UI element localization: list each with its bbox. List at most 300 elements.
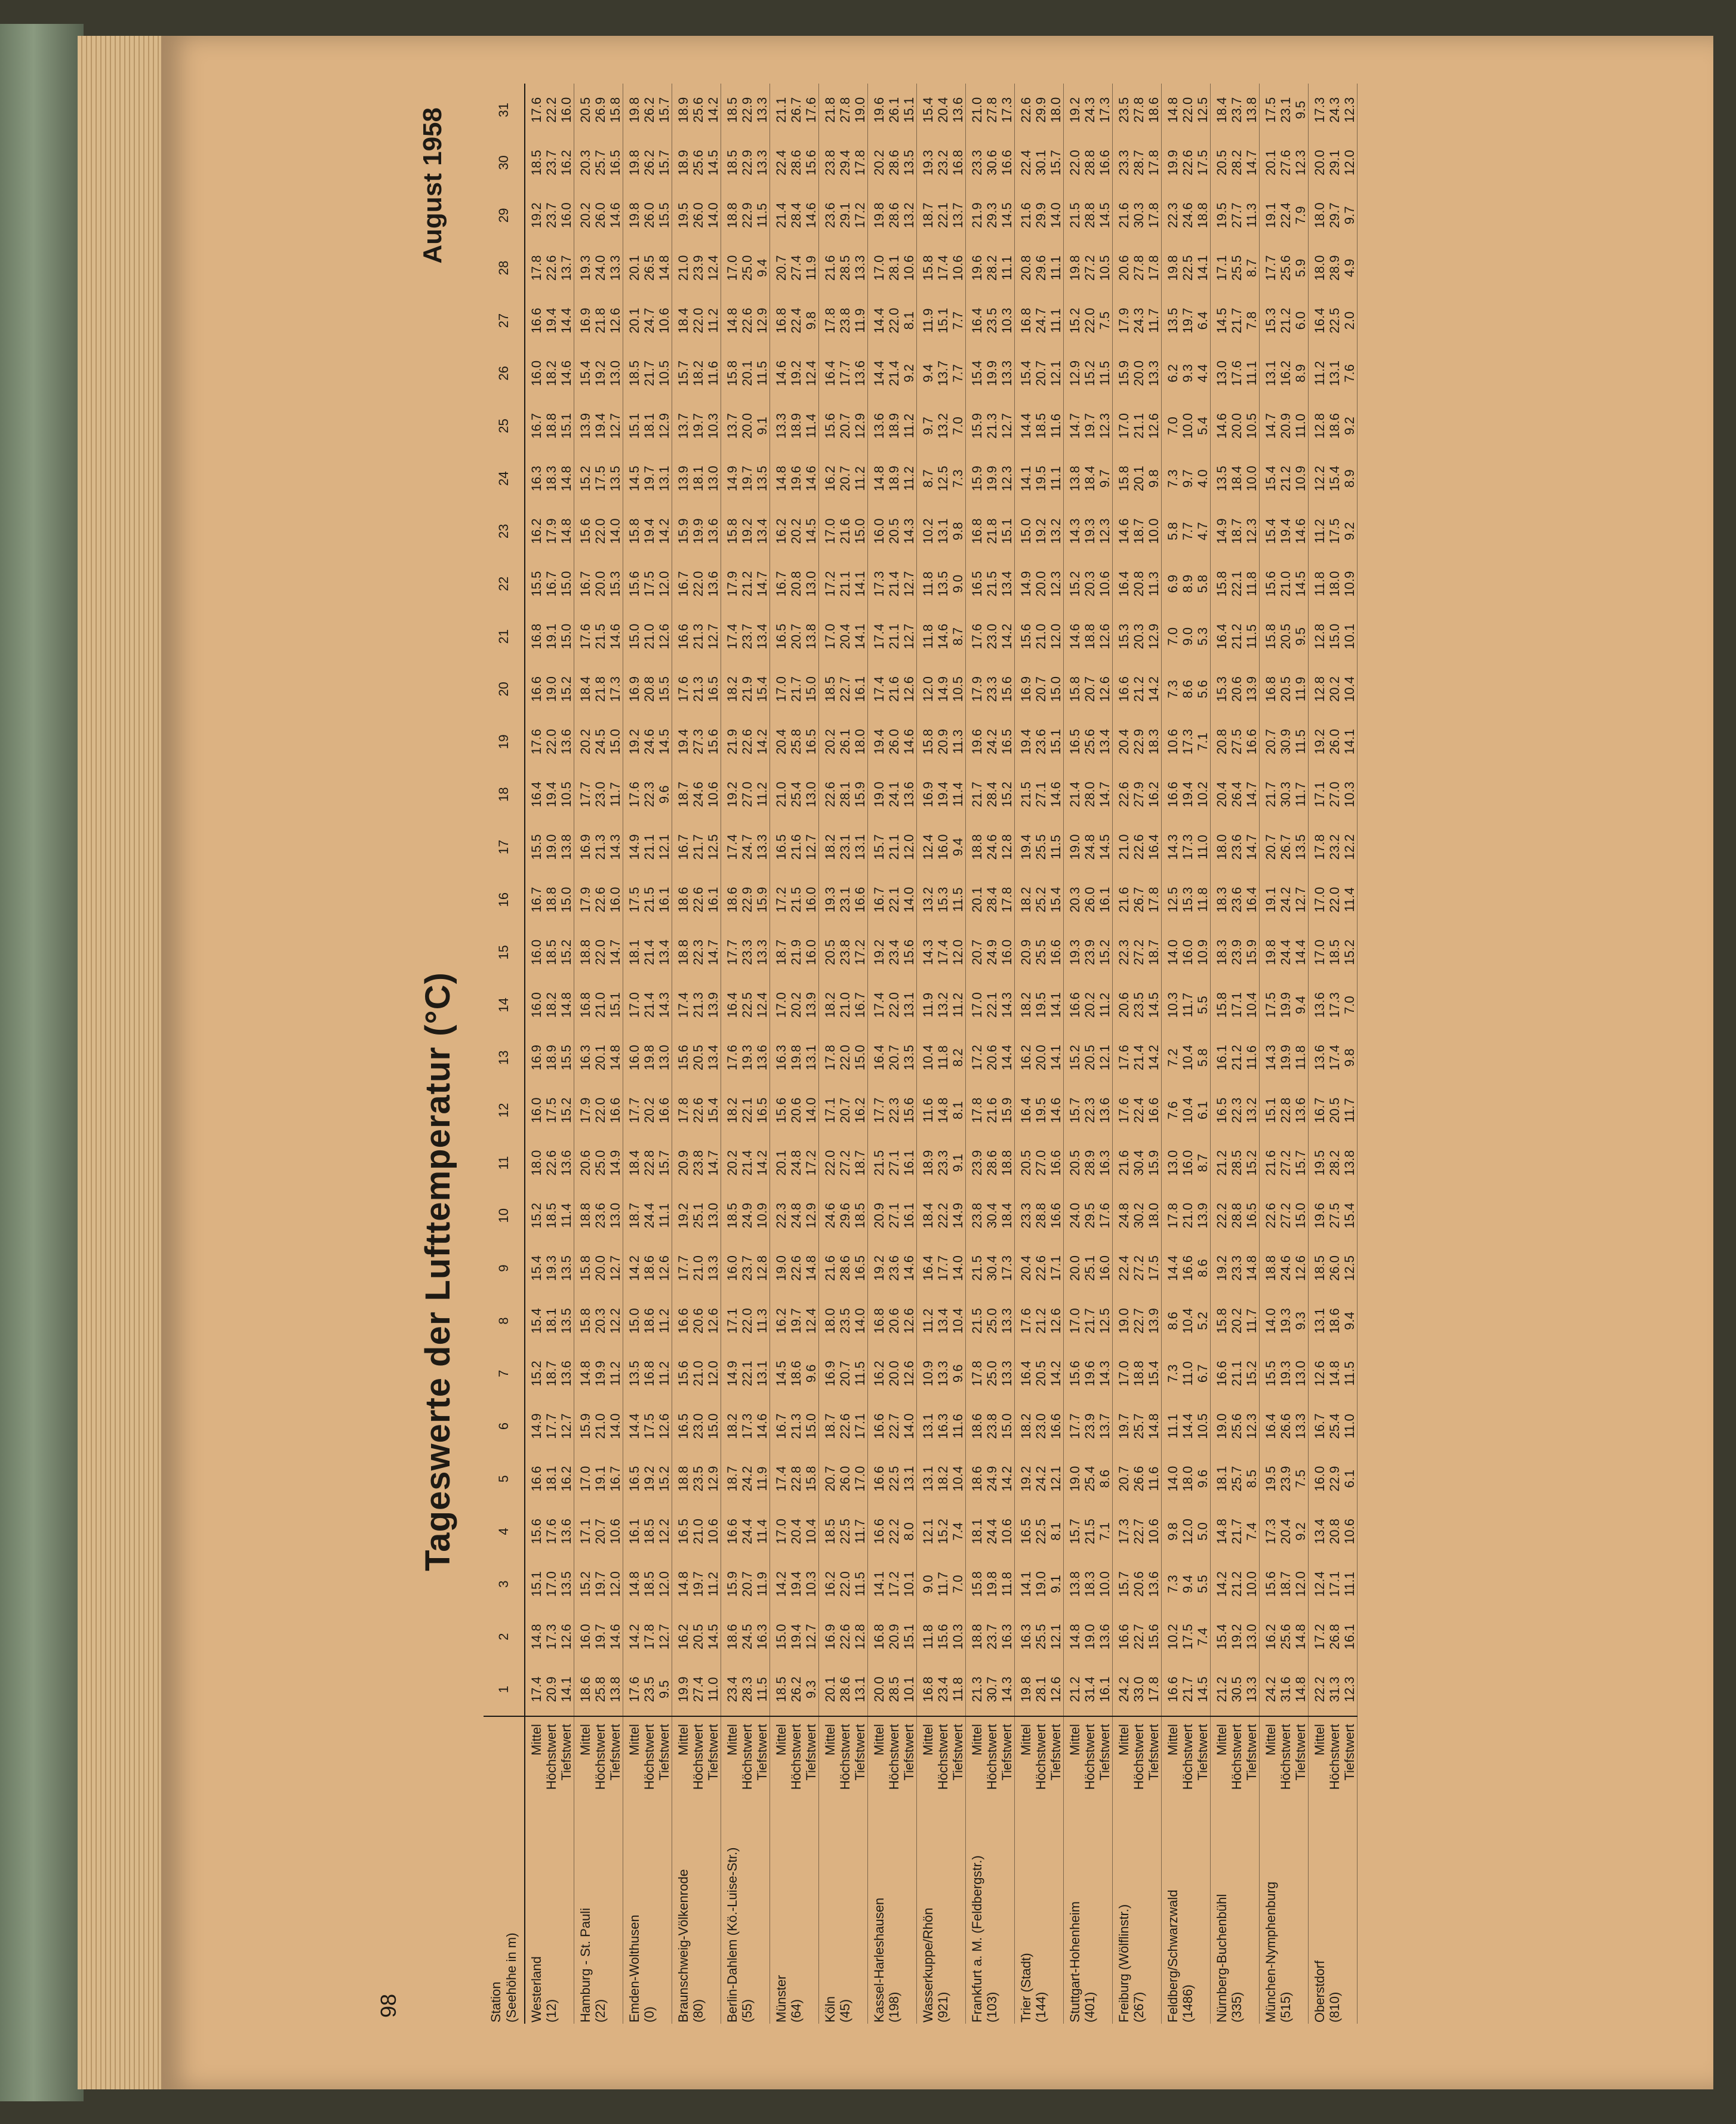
temperature-cell: 14.5 bbox=[657, 715, 672, 768]
temperature-cell: 20.0 bbox=[1067, 1255, 1082, 1281]
temperature-cell: 26.2 bbox=[642, 150, 657, 176]
temperature-cell: 20.3 bbox=[1082, 571, 1097, 597]
temperature-cell: 20.7 bbox=[838, 413, 852, 439]
temperature-cell: 19.4 bbox=[935, 781, 950, 808]
temperature-cell: 11.2 bbox=[657, 1347, 672, 1400]
temperature-cell: 19.0 bbox=[1033, 1571, 1048, 1597]
temperature-cell: 19.8 bbox=[1018, 1676, 1033, 1703]
temperature-cell: 16.2 bbox=[676, 1624, 691, 1650]
temperature-cell: 21.9 bbox=[725, 729, 740, 755]
temperature-cell: 9.3 bbox=[1180, 364, 1195, 383]
value-type-label: Höchstwert bbox=[1033, 1716, 1048, 1797]
temperature-cell: 19.4 bbox=[544, 307, 559, 334]
temperature-cell: 12.6 bbox=[657, 610, 672, 663]
temperature-cell: 19.0 bbox=[1082, 1624, 1097, 1650]
rotated-page-content bbox=[376, 84, 1588, 2030]
temperature-cell: 13.6 bbox=[706, 558, 721, 610]
temperature-cell: 17.3 bbox=[544, 1624, 559, 1650]
temperature-cell: 7.5 bbox=[1097, 294, 1113, 347]
temperature-cell: 19.7 bbox=[593, 1624, 608, 1650]
temperature-cell: 12.3 bbox=[999, 452, 1015, 505]
temperature-cell: 11.4 bbox=[804, 399, 819, 452]
temperature-cell: 15.7 bbox=[657, 1137, 672, 1189]
temperature-cell: 15.6 bbox=[627, 571, 642, 597]
temperature-cell: 13.1 bbox=[921, 1413, 935, 1439]
temperature-cell: 17.5 bbox=[1195, 136, 1211, 189]
temperature-cell: 28.6 bbox=[838, 1676, 852, 1703]
temperature-cell: 12.1 bbox=[1048, 347, 1064, 399]
temperature-cell: 9.0 bbox=[1180, 627, 1195, 646]
temperature-cell: 14.0 bbox=[950, 1242, 966, 1294]
temperature-cell: 11.3 bbox=[755, 1295, 770, 1347]
temperature-cell: 20.5 bbox=[691, 1045, 706, 1071]
temperature-cell: 12.6 bbox=[1048, 1663, 1064, 1716]
temperature-cell: 7.1 bbox=[1195, 715, 1211, 768]
day-header: 29 bbox=[484, 189, 525, 242]
temperature-cell: 18.9 bbox=[789, 413, 804, 439]
station-name: Trier (Stadt) bbox=[1018, 1953, 1033, 2023]
temperature-cell: 14.1 bbox=[852, 610, 868, 663]
temperature-cell: 24.2 bbox=[984, 729, 999, 755]
temperature-cell: 30.1 bbox=[1033, 150, 1048, 176]
temperature-cell: 17.4 bbox=[1327, 1045, 1342, 1071]
day-header: 19 bbox=[484, 715, 525, 768]
temperature-cell: 19.3 bbox=[1278, 1360, 1293, 1387]
temperature-cell: 21.1 bbox=[1229, 1360, 1244, 1387]
value-type-label: Höchstwert bbox=[1131, 1716, 1146, 1797]
table-row bbox=[887, 84, 901, 2024]
day-header: 25 bbox=[484, 399, 525, 452]
temperature-cell: 12.3 bbox=[1342, 1663, 1358, 1716]
temperature-cell: 8.1 bbox=[950, 1084, 966, 1137]
station-name: Westerland bbox=[529, 1956, 544, 2023]
temperature-cell: 15.8 bbox=[725, 518, 740, 544]
temperature-cell: 14.7 bbox=[1244, 136, 1260, 189]
temperature-cell: 25.4 bbox=[789, 781, 804, 808]
temperature-cell: 20.4 bbox=[838, 623, 852, 649]
temperature-cell: 18.4 bbox=[1082, 466, 1097, 492]
temperature-cell: 16.4 bbox=[969, 307, 984, 334]
temperature-cell: 17.2 bbox=[852, 926, 868, 978]
temperature-cell: 11.6 bbox=[950, 1400, 966, 1452]
temperature-cell: 21.0 bbox=[1278, 571, 1293, 597]
temperature-cell: 10.6 bbox=[706, 768, 721, 821]
temperature-cell: 17.6 bbox=[969, 623, 984, 649]
temperature-cell: 20.7 bbox=[1263, 834, 1278, 860]
temperature-cell: 11.2 bbox=[706, 294, 721, 347]
temperature-cell: 16.2 bbox=[823, 466, 838, 492]
temperature-cell: 20.5 bbox=[1067, 1150, 1082, 1176]
station-name: Emden-Wolthusen bbox=[627, 1914, 642, 2023]
table-row bbox=[1146, 84, 1162, 2024]
temperature-cell: 16.0 bbox=[999, 926, 1015, 978]
temperature-cell: 22.2 bbox=[1312, 1676, 1327, 1703]
temperature-cell: 17.4 bbox=[725, 834, 740, 860]
temperature-cell: 13.3 bbox=[852, 242, 868, 294]
temperature-cell: 11.8 bbox=[1195, 873, 1211, 926]
temperature-cell: 13.3 bbox=[755, 84, 770, 136]
temperature-cell: 18.3 bbox=[1214, 886, 1229, 913]
temperature-cell: 16.0 bbox=[1312, 1466, 1327, 1492]
temperature-cell: 22.3 bbox=[1165, 202, 1180, 229]
temperature-cell: 8.9 bbox=[1180, 574, 1195, 593]
temperature-cell: 12.3 bbox=[1048, 558, 1064, 610]
temperature-cell: 18.1 bbox=[642, 413, 657, 439]
temperature-cell: 19.2 bbox=[642, 1466, 657, 1492]
temperature-cell: 18.5 bbox=[725, 150, 740, 176]
temperature-cell: 21.2 bbox=[1067, 1676, 1082, 1703]
temperature-cell: 18.9 bbox=[544, 1045, 559, 1071]
temperature-cell: 14.3 bbox=[999, 978, 1015, 1031]
temperature-cell: 14.3 bbox=[1067, 518, 1082, 544]
temperature-cell: 20.8 bbox=[642, 676, 657, 702]
temperature-cell: 19.9 bbox=[984, 360, 999, 386]
temperature-cell: 14.2 bbox=[999, 610, 1015, 663]
table-row bbox=[852, 84, 868, 2024]
temperature-cell: 20.7 bbox=[823, 1466, 838, 1492]
temperature-cell: 21.5 bbox=[969, 1255, 984, 1281]
temperature-cell: 15.6 bbox=[935, 1624, 950, 1650]
temperature-cell: 10.9 bbox=[921, 1360, 935, 1387]
temperature-cell: 11.5 bbox=[950, 873, 966, 926]
temperature-cell: 24.3 bbox=[1131, 307, 1146, 334]
temperature-cell: 13.1 bbox=[1263, 360, 1278, 386]
temperature-cell: 16.1 bbox=[627, 1518, 642, 1544]
value-type-label: Höchstwert bbox=[642, 1716, 657, 1797]
temperature-cell: 12.7 bbox=[608, 1242, 623, 1294]
temperature-cell: 17.4 bbox=[725, 623, 740, 649]
table-row bbox=[966, 84, 985, 2024]
temperature-cell: 16.3 bbox=[999, 1611, 1015, 1663]
temperature-cell: 13.3 bbox=[755, 821, 770, 873]
temperature-cell: 12.3 bbox=[1244, 505, 1260, 558]
temperature-cell: 19.9 bbox=[1278, 992, 1293, 1018]
temperature-cell: 18.2 bbox=[691, 360, 706, 386]
temperature-cell: 22.0 bbox=[887, 307, 901, 334]
temperature-cell: 17.3 bbox=[1312, 97, 1327, 123]
temperature-cell: 14.0 bbox=[608, 505, 623, 558]
temperature-cell: 20.9 bbox=[935, 729, 950, 755]
temperature-cell: 28.6 bbox=[984, 1150, 999, 1176]
temperature-cell: 14.4 bbox=[1018, 413, 1033, 439]
temperature-cell: 27.5 bbox=[1327, 1202, 1342, 1229]
temperature-cell: 28.6 bbox=[789, 150, 804, 176]
temperature-cell: 18.9 bbox=[887, 466, 901, 492]
value-type-label: Tiefstwert bbox=[1195, 1716, 1211, 1797]
temperature-cell: 10.6 bbox=[999, 1505, 1015, 1557]
temperature-cell: 9.7 bbox=[1342, 189, 1358, 242]
station-spacer bbox=[852, 1797, 868, 2024]
temperature-cell: 20.9 bbox=[1018, 939, 1033, 965]
temperature-cell: 21.6 bbox=[789, 834, 804, 860]
temperature-cell: 15.7 bbox=[872, 834, 887, 860]
temperature-cell: 19.2 bbox=[725, 781, 740, 808]
temperature-cell: 14.8 bbox=[1293, 1611, 1309, 1663]
temperature-cell: 20.5 bbox=[1082, 1045, 1097, 1071]
table-row bbox=[623, 84, 642, 2024]
station-block bbox=[1309, 84, 1358, 2024]
temperature-cell: 9.2 bbox=[1293, 1505, 1309, 1557]
temperature-cell: 19.6 bbox=[872, 97, 887, 123]
temperature-cell: 14.2 bbox=[657, 505, 672, 558]
temperature-cell: 17.8 bbox=[1165, 1202, 1180, 1229]
temperature-cell: 17.5 bbox=[1263, 97, 1278, 123]
temperature-cell: 18.8 bbox=[1131, 1360, 1146, 1387]
temperature-cell: 16.4 bbox=[1116, 571, 1131, 597]
temperature-cell: 19.7 bbox=[740, 466, 755, 492]
temperature-cell: 14.6 bbox=[1048, 1084, 1064, 1137]
temperature-cell: 19.8 bbox=[984, 1571, 999, 1597]
temperature-cell: 15.5 bbox=[1263, 1360, 1278, 1387]
temperature-cell: 23.7 bbox=[544, 150, 559, 176]
table-row bbox=[672, 84, 691, 2024]
temperature-cell: 17.4 bbox=[774, 1466, 789, 1492]
temperature-cell: 17.8 bbox=[969, 1360, 984, 1387]
temperature-cell: 11.7 bbox=[1146, 294, 1162, 347]
temperature-cell: 17.0 bbox=[1067, 1308, 1082, 1334]
station-spacer bbox=[901, 1797, 917, 2024]
temperature-cell: 16.0 bbox=[804, 926, 819, 978]
temperature-cell: 24.0 bbox=[593, 255, 608, 281]
table-row bbox=[559, 84, 574, 2024]
page-number: 98 bbox=[376, 1993, 401, 2018]
temperature-cell: 12.0 bbox=[608, 1557, 623, 1610]
temperature-cell: 13.6 bbox=[901, 768, 917, 821]
temperature-cell: 14.7 bbox=[1263, 413, 1278, 439]
temperature-cell: 11.7 bbox=[1342, 1084, 1358, 1137]
temperature-cell: 13.6 bbox=[559, 1137, 574, 1189]
temperature-cell: 17.1 bbox=[1312, 781, 1327, 808]
temperature-cell: 12.4 bbox=[755, 978, 770, 1031]
temperature-cell: 13.2 bbox=[1048, 505, 1064, 558]
temperature-cell: 20.3 bbox=[578, 150, 593, 176]
temperature-cell: 11.9 bbox=[921, 992, 935, 1018]
temperature-cell: 17.7 bbox=[676, 1255, 691, 1281]
temperature-cell: 20.1 bbox=[1263, 150, 1278, 176]
station-name: Berlin-Dahlem (Kö.-Luise-Str.) bbox=[725, 1847, 740, 2023]
temperature-cell: 7.4 bbox=[1195, 1611, 1211, 1663]
temperature-cell: 17.8 bbox=[823, 1045, 838, 1071]
temperature-cell: 15.0 bbox=[1293, 1189, 1309, 1242]
temperature-cell: 17.1 bbox=[1229, 992, 1244, 1018]
temperature-cell: 24.5 bbox=[593, 729, 608, 755]
temperature-cell: 19.7 bbox=[1180, 307, 1195, 334]
temperature-cell: 23.3 bbox=[1116, 150, 1131, 176]
temperature-cell: 24.8 bbox=[1082, 834, 1097, 860]
table-row bbox=[819, 84, 838, 2024]
temperature-cell: 18.0 bbox=[1146, 1189, 1162, 1242]
temperature-cell: 19.9 bbox=[593, 1360, 608, 1387]
temperature-cell: 14.4 bbox=[559, 294, 574, 347]
temperature-cell: 22.3 bbox=[642, 781, 657, 808]
temperature-cell: 17.5 bbox=[627, 886, 642, 913]
temperature-cell: 18.0 bbox=[1214, 834, 1229, 860]
temperature-cell: 16.6 bbox=[1097, 136, 1113, 189]
temperature-cell: 15.0 bbox=[1048, 663, 1064, 715]
temperature-cell: 13.0 bbox=[608, 1189, 623, 1242]
temperature-cell: 14.2 bbox=[627, 1624, 642, 1650]
temperature-cell: 7.5 bbox=[1293, 1452, 1309, 1505]
temperature-cell: 14.4 bbox=[872, 307, 887, 334]
temperature-cell: 14.8 bbox=[1146, 1400, 1162, 1452]
day-header: 10 bbox=[484, 1189, 525, 1242]
temperature-cell: 22.3 bbox=[1082, 1097, 1097, 1123]
temperature-cell: 15.4 bbox=[1214, 1624, 1229, 1650]
temperature-cell: 13.9 bbox=[676, 466, 691, 492]
temperature-cell: 21.3 bbox=[691, 676, 706, 702]
temperature-cell: 13.3 bbox=[755, 926, 770, 978]
temperature-cell: 14.7 bbox=[755, 558, 770, 610]
temperature-cell: 15.2 bbox=[1082, 360, 1097, 386]
temperature-cell: 29.6 bbox=[838, 1202, 852, 1229]
temperature-cell: 17.8 bbox=[1146, 242, 1162, 294]
temperature-cell: 19.0 bbox=[852, 84, 868, 136]
temperature-cell: 13.0 bbox=[804, 768, 819, 821]
temperature-cell: 23.5 bbox=[642, 1676, 657, 1703]
temperature-cell: 15.2 bbox=[935, 1518, 950, 1544]
temperature-cell: 18.4 bbox=[1214, 97, 1229, 123]
temperature-cell: 5.8 bbox=[1195, 558, 1211, 610]
temperature-cell: 18.7 bbox=[1146, 926, 1162, 978]
value-type-header bbox=[484, 1716, 525, 1797]
temperature-cell: 19.4 bbox=[593, 413, 608, 439]
value-type-label: Mittel bbox=[574, 1716, 593, 1797]
temperature-cell: 13.6 bbox=[559, 1347, 574, 1400]
temperature-cell: 14.7 bbox=[1097, 768, 1113, 821]
table-row bbox=[642, 84, 657, 2024]
temperature-cell: 19.7 bbox=[691, 413, 706, 439]
temperature-cell: 18.3 bbox=[544, 466, 559, 492]
temperature-cell: 22.9 bbox=[740, 202, 755, 229]
temperature-cell: 7.4 bbox=[950, 1505, 966, 1557]
temperature-cell: 17.8 bbox=[529, 255, 544, 281]
temperature-cell: 14.2 bbox=[774, 1571, 789, 1597]
temperature-cell: 9.1 bbox=[1048, 1557, 1064, 1610]
temperature-cell: 15.6 bbox=[901, 926, 917, 978]
temperature-cell: 12.7 bbox=[901, 610, 917, 663]
day-header: 22 bbox=[484, 558, 525, 610]
temperature-cell: 22.7 bbox=[1131, 1624, 1146, 1650]
temperature-cell: 17.8 bbox=[642, 1624, 657, 1650]
temperature-cell: 17.0 bbox=[1116, 1360, 1131, 1387]
temperature-cell: 15.7 bbox=[1067, 1097, 1082, 1123]
table-row bbox=[1293, 84, 1309, 2024]
station-name: Braunschweig-Völkenrode bbox=[676, 1869, 691, 2023]
temperature-cell: 17.5 bbox=[642, 571, 657, 597]
temperature-cell: 29.3 bbox=[984, 202, 999, 229]
temperature-cell: 26.0 bbox=[1082, 886, 1097, 913]
temperature-cell: 14.0 bbox=[804, 1084, 819, 1137]
temperature-cell: 15.2 bbox=[1244, 1347, 1260, 1400]
temperature-cell: 13.0 bbox=[706, 452, 721, 505]
temperature-cell: 19.9 bbox=[676, 1676, 691, 1703]
temperature-cell: 22.0 bbox=[1067, 150, 1082, 176]
station-elevation: (810) bbox=[1327, 1991, 1342, 2023]
temperature-cell: 22.5 bbox=[1033, 1518, 1048, 1544]
temperature-cell: 16.6 bbox=[1067, 992, 1082, 1018]
temperature-cell: 16.6 bbox=[872, 1518, 887, 1544]
temperature-cell: 5.4 bbox=[1195, 399, 1211, 452]
temperature-cell: 20.7 bbox=[887, 1045, 901, 1071]
temperature-cell: 14.9 bbox=[725, 1360, 740, 1387]
temperature-cell: 12.3 bbox=[1244, 1400, 1260, 1452]
temperature-cell: 23.1 bbox=[838, 886, 852, 913]
station-block bbox=[574, 84, 623, 2024]
temperature-cell: 20.0 bbox=[1033, 571, 1048, 597]
temperature-cell: 27.2 bbox=[838, 1150, 852, 1176]
temperature-cell: 26.2 bbox=[789, 1676, 804, 1703]
temperature-cell: 14.8 bbox=[1067, 1624, 1082, 1650]
temperature-cell: 19.5 bbox=[676, 202, 691, 229]
temperature-cell: 15.1 bbox=[627, 413, 642, 439]
temperature-cell: 12.8 bbox=[1312, 623, 1327, 649]
temperature-cell: 16.4 bbox=[921, 1255, 935, 1281]
temperature-cell: 15.9 bbox=[852, 768, 868, 821]
day-header: 15 bbox=[484, 926, 525, 978]
temperature-cell: 7.4 bbox=[1244, 1505, 1260, 1557]
temperature-cell: 22.6 bbox=[691, 1097, 706, 1123]
temperature-cell: 11.1 bbox=[1048, 452, 1064, 505]
temperature-cell: 17.8 bbox=[676, 1097, 691, 1123]
temperature-cell: 19.9 bbox=[1278, 1045, 1293, 1071]
temperature-cell: 14.8 bbox=[559, 452, 574, 505]
temperature-cell: 15.6 bbox=[901, 1084, 917, 1137]
temperature-cell: 8.0 bbox=[901, 1505, 917, 1557]
temperature-cell: 22.6 bbox=[1180, 150, 1195, 176]
temperature-cell: 17.7 bbox=[544, 1413, 559, 1439]
station-elevation: (1486) bbox=[1180, 1984, 1195, 2023]
temperature-cell: 18.7 bbox=[1278, 1571, 1293, 1597]
temperature-cell: 17.5 bbox=[1146, 1242, 1162, 1294]
table-row bbox=[1064, 84, 1083, 2024]
temperature-cell: 21.2 bbox=[1229, 1571, 1244, 1597]
temperature-cell: 17.8 bbox=[1146, 189, 1162, 242]
temperature-cell: 11.8 bbox=[1244, 558, 1260, 610]
station-elevation: (80) bbox=[691, 1999, 706, 2023]
temperature-cell: 24.4 bbox=[984, 1518, 999, 1544]
temperature-cell: 22.3 bbox=[1229, 1097, 1244, 1123]
temperature-cell: 18.8 bbox=[676, 1466, 691, 1492]
temperature-cell: 27.8 bbox=[838, 97, 852, 123]
temperature-cell: 17.8 bbox=[1146, 136, 1162, 189]
temperature-cell: 16.9 bbox=[627, 676, 642, 702]
temperature-cell: 23.5 bbox=[691, 1466, 706, 1492]
temperature-cell: 21.6 bbox=[1116, 202, 1131, 229]
temperature-cell: 20.0 bbox=[740, 413, 755, 439]
temperature-cell: 17.0 bbox=[774, 992, 789, 1018]
temperature-cell: 25.5 bbox=[1229, 255, 1244, 281]
temperature-cell: 25.4 bbox=[1082, 1466, 1097, 1492]
temperature-cell: 19.4 bbox=[1018, 729, 1033, 755]
station-elevation: (198) bbox=[887, 1991, 901, 2023]
temperature-cell: 27.5 bbox=[1229, 729, 1244, 755]
temperature-cell: 31.4 bbox=[1082, 1676, 1097, 1703]
temperature-cell: 15.2 bbox=[1067, 1045, 1082, 1071]
temperature-cell: 22.8 bbox=[1278, 1097, 1293, 1123]
temperature-cell: 14.6 bbox=[901, 715, 917, 768]
temperature-cell: 13.3 bbox=[1146, 347, 1162, 399]
temperature-cell: 12.6 bbox=[1293, 1242, 1309, 1294]
day-header: 21 bbox=[484, 610, 525, 663]
temperature-cell: 14.6 bbox=[1214, 413, 1229, 439]
temperature-cell: 16.6 bbox=[1165, 781, 1180, 808]
temperature-cell: 10.5 bbox=[950, 663, 966, 715]
temperature-cell: 19.2 bbox=[1018, 1466, 1033, 1492]
temperature-cell: 7.8 bbox=[1244, 294, 1260, 347]
temperature-cell: 14.4 bbox=[999, 1032, 1015, 1084]
temperature-cell: 29.6 bbox=[1033, 255, 1048, 281]
temperature-cell: 7.0 bbox=[1165, 627, 1180, 646]
